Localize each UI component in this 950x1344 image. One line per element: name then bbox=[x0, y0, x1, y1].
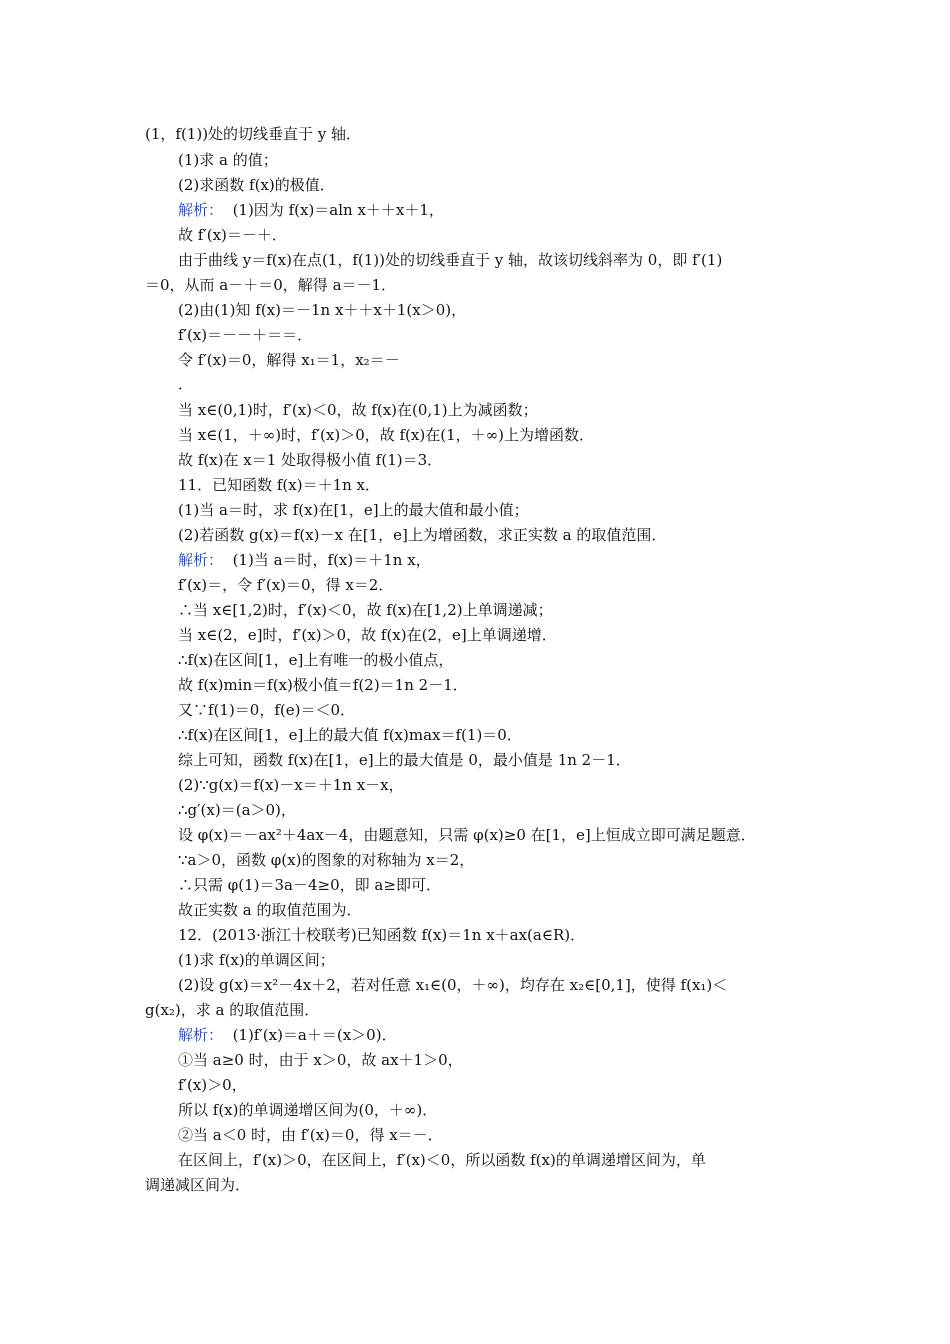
text-line: 故正实数 a 的取值范围为． bbox=[178, 901, 362, 919]
text-content: (1)当 a＝时，f(x)＝＋1n x， bbox=[232, 551, 431, 569]
text-line: 所以 f(x)的单调递增区间为(0，＋∞)． bbox=[178, 1101, 438, 1119]
text-line bbox=[178, 550, 431, 570]
text-line: ∴只需 φ(1)＝3a－4≥0，即 a≥即可． bbox=[178, 876, 441, 894]
text-line: ＝0，从而 a－＋＝0，解得 a＝－1． bbox=[145, 276, 397, 294]
text-content: (1)f′(x)＝a＋＝(x＞0)． bbox=[232, 1026, 397, 1044]
solution-label: 解析： bbox=[178, 201, 224, 219]
text-line: ∴f(x)在区间[1，e]上有唯一的极小值点， bbox=[178, 651, 454, 669]
text-line: 故 f′(x)＝－＋． bbox=[178, 226, 287, 244]
text-content: (1)因为 f(x)＝aln x＋＋x＋1， bbox=[232, 201, 444, 219]
text-line: 12．(2013·浙江十校联考)已知函数 f(x)＝1n x＋ax(a∈R)． bbox=[178, 926, 586, 944]
text-line: (2)设 g(x)＝x²－4x＋2，若对任意 x₁∈(0，＋∞)，均存在 x₂∈[0,1]，使得 f(x₁)＜ bbox=[178, 976, 728, 994]
text-line: f′(x)＝，令 f′(x)＝0，得 x＝2． bbox=[178, 576, 394, 594]
text-line: ②当 a＜0 时，由 f′(x)＝0，得 x＝－． bbox=[178, 1126, 443, 1144]
text-line bbox=[178, 200, 444, 220]
text-line: 故 f(x)min＝f(x)极小值＝f(2)＝1n 2－1． bbox=[178, 676, 468, 694]
text-line: f′(x)＝－－＋＝＝． bbox=[178, 326, 313, 344]
text-line: g(x₂)，求 a 的取值范围． bbox=[145, 1001, 320, 1019]
text-line: 当 x∈(1，＋∞)时，f′(x)＞0，故 f(x)在(1，＋∞)上为增函数． bbox=[178, 426, 594, 444]
text-line: (2)求函数 f(x)的极值． bbox=[178, 176, 335, 194]
text-line: 当 x∈(2，e]时，f′(x)＞0，故 f(x)在(2，e]上单调递增． bbox=[178, 626, 557, 644]
text-line: ∴f(x)在区间[1，e]上的最大值 f(x)max＝f(1)＝0． bbox=[178, 726, 522, 744]
text-line bbox=[178, 1025, 397, 1045]
text-line: 调递减区间为． bbox=[145, 1176, 251, 1194]
text-line: 故 f(x)在 x＝1 处取得极小值 f(1)＝3． bbox=[178, 451, 443, 469]
text-line: (1)当 a＝时，求 f(x)在[1，e]上的最大值和最小值； bbox=[178, 501, 529, 519]
text-line: ∴g′(x)＝(a＞0)， bbox=[178, 801, 296, 819]
text-line: 综上可知，函数 f(x)在[1，e]上的最大值是 0，最小值是 1n 2－1． bbox=[178, 751, 631, 769]
text-line: (1)求 a 的值； bbox=[178, 151, 278, 169]
text-line: ∴当 x∈[1,2)时，f′(x)＜0，故 f(x)在[1,2)上单调递减； bbox=[178, 601, 553, 619]
text-line: (1，f(1))处的切线垂直于 y 轴． bbox=[145, 125, 362, 143]
text-line: 又∵f(1)＝0，f(e)＝＜0． bbox=[178, 701, 356, 719]
text-line: 令 f′(x)＝0，解得 x₁＝1，x₂＝－ bbox=[178, 351, 400, 369]
solution-label: 解析： bbox=[178, 1026, 224, 1044]
text-line: f′(x)＞0， bbox=[178, 1076, 247, 1094]
text-line: ∵a＞0，函数 φ(x)的图象的对称轴为 x＝2， bbox=[178, 851, 475, 869]
text-line: ． bbox=[178, 375, 194, 393]
text-line: (2)∵g(x)＝f(x)－x＝＋1n x－x， bbox=[178, 776, 404, 794]
text-line: (2)由(1)知 f(x)＝－1n x＋＋x＋1(x＞0)， bbox=[178, 301, 467, 319]
text-line: 设 φ(x)＝－ax²＋4ax－4，由题意知，只需 φ(x)≥0 在[1，e]上恒成立即可满足题意． bbox=[178, 826, 756, 844]
text-line: ①当 a≥0 时，由于 x＞0，故 ax＋1＞0， bbox=[178, 1051, 463, 1069]
text-line: 由于曲线 y＝f(x)在点(1，f(1))处的切线垂直于 y 轴，故该切线斜率为 0，即 f′(1) bbox=[178, 251, 723, 269]
text-line: 11．已知函数 f(x)＝＋1n x． bbox=[178, 476, 381, 494]
text-line: 当 x∈(0,1)时，f′(x)＜0，故 f(x)在(0,1)上为减函数； bbox=[178, 401, 538, 419]
solution-label: 解析： bbox=[178, 551, 224, 569]
text-line: 在区间上，f′(x)＞0，在区间上，f′(x)＜0，所以函数 f(x)的单调递增区间为，单 bbox=[178, 1151, 706, 1169]
text-line: (1)求 f(x)的单调区间； bbox=[178, 951, 335, 969]
text-line: (2)若函数 g(x)＝f(x)－x 在[1，e]上为增函数，求正实数 a 的取值范围． bbox=[178, 526, 667, 544]
